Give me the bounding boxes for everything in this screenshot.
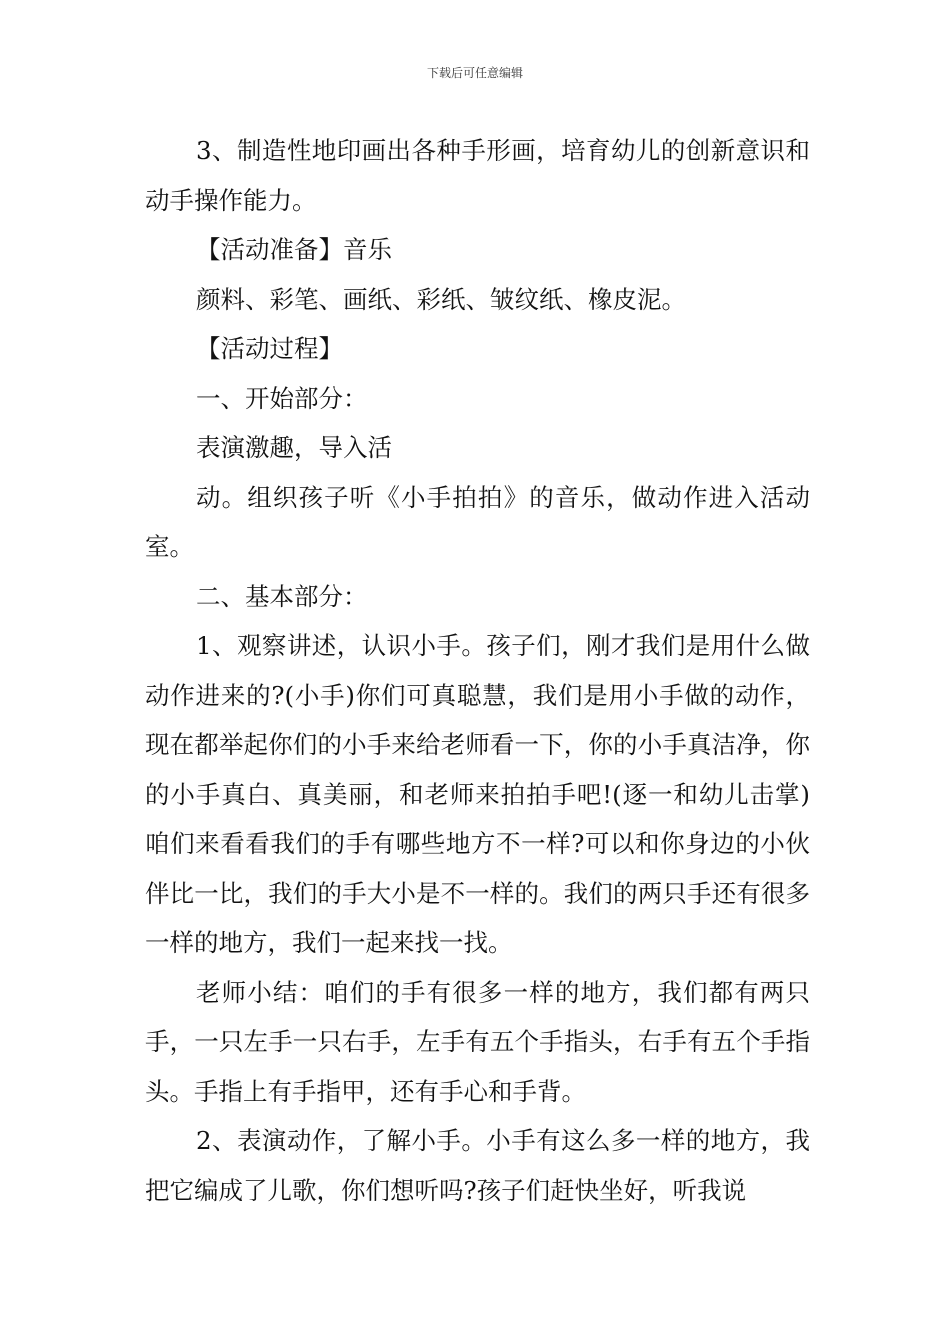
paragraph-teacher-summary: 老师小结：咱们的手有很多一样的地方，我们都有两只手，一只左手一只右手，左手有五个手指头，右手有五个手指头。手指上有手指甲，还有手心和手背。 (145, 977, 810, 1106)
paragraph-materials: 颜料、彩笔、画纸、彩纸、皱纹纸、橡皮泥。 (196, 284, 686, 314)
paragraph-music-activity: 动。组织孩子听《小手拍拍》的音乐，做动作进入活动室。 (145, 482, 810, 561)
paragraph-observe-hands: 1、观察讲述，认识小手。孩子们，刚才我们是用什么做动作进来的?(小手)你们可真聪慧，我们是用小手做的动作，现在都举起你们的小手来给老师看一下，你的小手真洁净，你的小手真白、真美丽，和老师来拍拍手吧!(逐一和幼儿击掌)咱们来看看我们的手有哪些地方不一样?可以和你身边的小伙伴比一比，我们的手大小是不一样的。我们的两只手还有很多一样的地方，我们一起来找一找。 (145, 631, 810, 957)
paragraph-part-one-heading: 一、开始部分： (196, 383, 368, 413)
paragraph-preparation-heading: 【活动准备】音乐 (196, 235, 392, 264)
page-header-note: 下载后可任意编辑 (426, 66, 523, 80)
paragraph-perform-actions: 2、表演动作，了解小手。小手有这么多一样的地方，我把它编成了儿歌，你们想听吗?孩子们赶快坐好，听我说 (145, 1126, 810, 1205)
paragraph-part-two-heading: 二、基本部分： (196, 581, 368, 611)
paragraph-objective-3: 3、制造性地印画出各种手形画，培育幼儿的创新意识和动手操作能力。 (145, 136, 810, 215)
paragraph-warmup: 表演激趣，导入活 (196, 433, 392, 462)
document-body (145, 126, 810, 1215)
paragraph-process-heading: 【活动过程】 (196, 334, 343, 363)
